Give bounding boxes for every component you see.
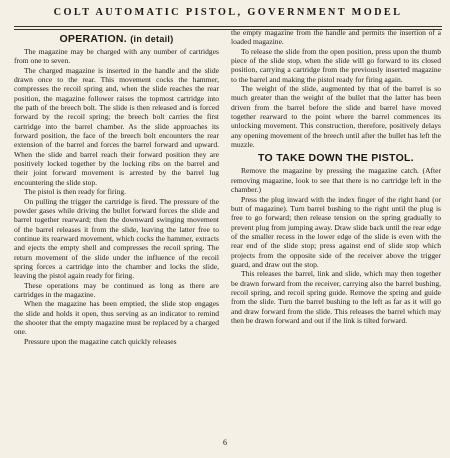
- right-column: [231, 28, 441, 325]
- paragraph: The charged magazine is inserted in the handle and the slide drawn once to the rear. This movement cocks the hammer, compresses the recoil spring and, when the slide reaches the rear position, the magazine follower raises the topmost cartridge into the path of the breech bolt. The slide is then released and is forced forward by the recoil spring; the breech bolt carries the first cartridge into the barrel chamber. As the slide approaches its forward position, the face of the breech bolt encounters the rear extension of the barrel and forces the barrel forward and upward. When the slide and barrel reach their forward position they are positively locked together by the locking ribs on the barrel and their joint forward movement is arrested by the barrel lug encountering the slide stop.: [14, 65, 219, 187]
- paragraph: The pistol is then ready for firing.: [24, 187, 127, 197]
- heading-subtitle: (in detail): [130, 34, 174, 44]
- page-number: 6: [223, 438, 227, 447]
- paragraph: To release the slide from the open position, press upon the thumb piece of the slide stop, when the slide will go forward to its closed position, carrying a cartridge from the previously inserted magazine to the barrel and making the pistol ready for firing again.: [231, 46, 441, 84]
- paragraph: When the magazine has been emptied, the slide stop engages the slide and holds it open, thus serving as an indicator to remind the shooter that the empty magazine must be replaced by a charged one.: [14, 299, 219, 337]
- paragraph: These operations may be continued as long as there are cartridges in the magazine.: [14, 280, 219, 299]
- section-heading-operation: [14, 33, 219, 45]
- continued-paragraph: the empty magazine from the handle and permits the insertion of a loaded magazine.: [231, 28, 441, 47]
- heading-text: OPERATION.: [59, 33, 128, 45]
- left-column: [14, 33, 219, 346]
- paragraph: On pulling the trigger the cartridge is fired. The pressure of the powder gases while driving the bullet forward forces the slide and barrel together rearward; then the downward swinging movement of the barrel releases it from the slide, leaving the latter free to continue its rearward movement, which cocks the hammer, extracts and ejects the empty shell and compresses the recoil spring. The return movement of the slide under the influence of the recoil spring forces a cartridge into the chamber and locks the slide, leaving the pistol again ready for firing.: [14, 196, 219, 281]
- section-heading-take-down: TO TAKE DOWN THE PISTOL.: [258, 152, 414, 165]
- paragraph: The magazine may be charged with any number of cartridges from one to seven.: [14, 47, 219, 66]
- paragraph: The weight of the slide, augmented by that of the barrel is so much greater than the weight of the bullet that the latter has been driven from the barrel before the slide and barrel have moved together rearward to the point where the barrel commences its unlocking movement. This construction, therefore, positively delays any opening movement of the breech until after the bullet has left the muzzle.: [231, 84, 441, 150]
- paragraph: This releases the barrel, link and slide, which may then together be drawn forward from the receiver, carrying also the barrel bushing, recoil spring, and recoil spring guide. Remove the spring and guide from the slide. Turn the barrel bushing to the left as far as it will go and draw forward from the slide. This releases the barrel which may then be drawn forward and out if the link is tilted forward.: [231, 269, 441, 325]
- paragraph: Press the plug inward with the index finger of the right hand (or butt of magazine). Turn barrel bushing to the right until the plug is free to go forward; then release tension on the spring gradually to prevent plug from jumping away. Draw slide back until the rear edge of the smaller recess in the lower edge of the slide is even with the rear end of the slide stop; press against end of slide stop which projects from the opposite side of the receiver above the trigger guard, and draw out the stop.: [231, 194, 441, 269]
- header-rule: [14, 26, 442, 27]
- running-head: COLT AUTOMATIC PISTOL, GOVERNMENT MODEL: [53, 7, 403, 18]
- paragraph: Pressure upon the magazine catch quickly releases: [24, 336, 177, 346]
- paragraph: Remove the magazine by pressing the magazine catch. (After removing magazine, look to see that there is no cartridge left in the chamber.): [231, 166, 441, 195]
